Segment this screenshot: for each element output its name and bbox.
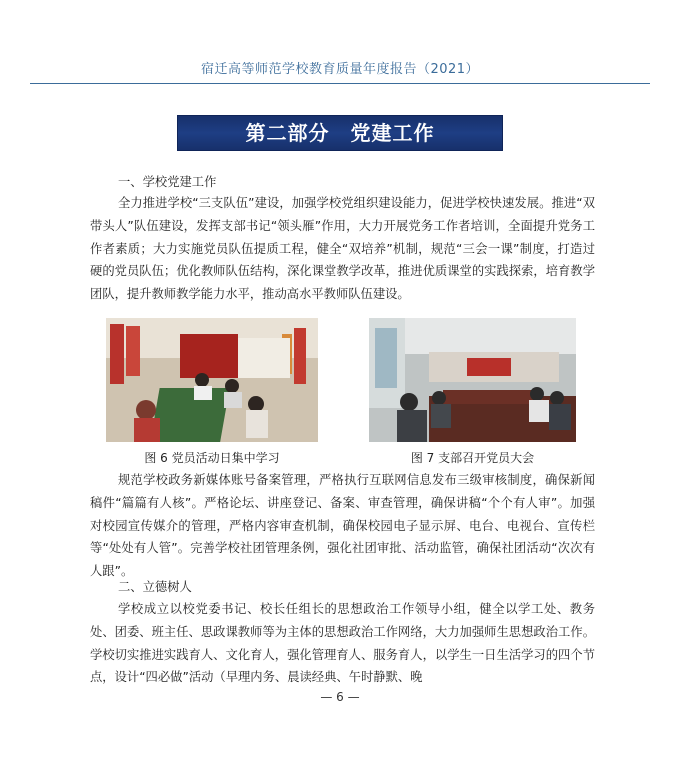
photo-party-meeting-illustration bbox=[369, 318, 576, 442]
page-number: — 6 — bbox=[320, 690, 360, 704]
part-title-banner: 第二部分 党建工作 bbox=[178, 116, 502, 150]
paragraph-team-building: 全力推进学校“三支队伍”建设，加强学校党组织建设能力，促进学校快速发展。推进“双带头人”队伍建设，发挥支部书记“领头雁”作用，大力开展党务工作者培训，全面提升党务工作者素质；大力实施党员队伍提质工程，健全“双培养”机制，规范“三会一课”制度，打造过硬的党员队伍；优化教师队伍结构，深化课堂教学改革，推进优质课堂的实践探索，培育教学团队，提升教师教学能力水平，推动高水平教师队伍建设。 bbox=[90, 196, 595, 302]
header-rule bbox=[30, 83, 650, 84]
figure-caption: 图 6 党员活动日集中学习 bbox=[144, 451, 280, 465]
paragraph-media-management: 规范学校政务新媒体账号备案管理，严格执行互联网信息发布三级审核制度，确保新闻稿件“篇篇有人核”。严格论坛、讲座登记、备案、审查管理，确保讲稿“个个有人审”。加强对校园宣传媒介的管理，严格内容审查机制，确保校园电子显示屏、电台、电视台、宣传栏等“处处有人管”。完善学校社团管理条例，强化社团审批、活动监管，确保社团活动“次次有人跟”。 bbox=[90, 473, 595, 579]
section-heading-party-building: 一、学校党建工作 bbox=[118, 175, 217, 189]
photo-party-meeting bbox=[369, 318, 576, 442]
running-header: 宿迁高等师范学校教育质量年度报告（2021） bbox=[200, 62, 480, 77]
photo-party-study bbox=[106, 318, 318, 442]
section-heading-moral-education: 二、立德树人 bbox=[118, 580, 192, 594]
photo-party-study-illustration bbox=[106, 318, 318, 442]
figure-caption: 图 7 支部召开党员大会 bbox=[410, 451, 535, 465]
paragraph-ideological-work: 学校成立以校党委书记、校长任组长的思想政治工作领导小组，健全以学工处、教务处、团委、班主任、思政课教师等为主体的思想政治工作网络，大力加强师生思想政治工作。学校切实推进实践育人、文化育人，强化管理育人、服务育人，以学生一日生活学习的四个节点，设计“四必做”活动（早理内务、晨读经典、午时静默、晚 bbox=[90, 602, 595, 685]
